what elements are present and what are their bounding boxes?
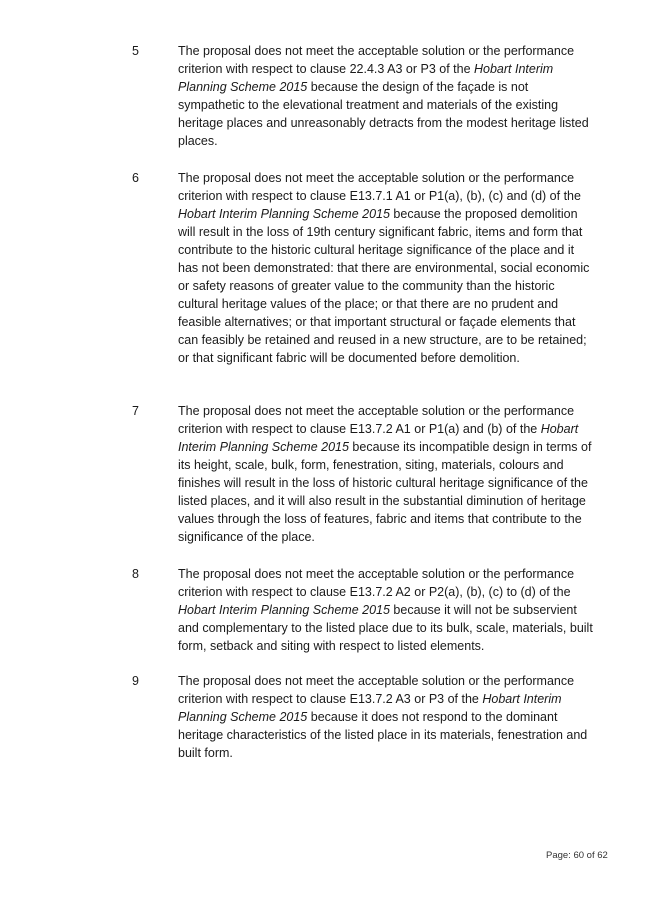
item-text-part: because the design of the façade is not sympathetic to the elevational treatment and materials of the existing heritage places and unreasonably detracts from the modest heritage listed places. bbox=[178, 80, 589, 148]
scheme-title: Hobart Interim Planning Scheme 2015 bbox=[178, 62, 554, 94]
item-text-part: The proposal does not meet the acceptable solution or the performance criterion with respect to clause E13.7.2 A3 or P3 of the bbox=[178, 674, 575, 706]
item-number: 9 bbox=[132, 674, 139, 688]
page-number: Page: 60 of 62 bbox=[546, 850, 608, 861]
scheme-title: Hobart Interim Planning Scheme 2015 bbox=[178, 692, 562, 724]
item-text bbox=[178, 565, 594, 655]
item-text-part: because its incompatible design in terms of its height, scale, bulk, form, fenestration, siting, materials, colours and finishes will result in the loss of historic cultural heritage significance of the listed places, and it will also result in the substantial diminution of heritage values through the loss of features, fabric and items that contribute to the significance of the place. bbox=[178, 440, 592, 544]
scheme-title: Hobart Interim Planning Scheme 2015 bbox=[178, 603, 390, 617]
scheme-title: Hobart Interim Planning Scheme 2015 bbox=[178, 422, 579, 454]
item-number: 5 bbox=[132, 44, 139, 58]
item-text-part: because the proposed demolition will result in the loss of 19th century significant fabric, items and form that contribute to the historic cultural heritage significance of the place and it has not been demonstrated: that there are environmental, social economic or safety reasons of greater value to the community than the historic cultural heritage values of the place; or that there are no prudent and feasible alternatives; or that important structural or façade elements that can feasibly be retained and reused in a new structure, are to be retained; or that significant fabric will be documented before demolition. bbox=[178, 207, 590, 365]
item-number: 6 bbox=[132, 171, 139, 185]
scheme-title: Hobart Interim Planning Scheme 2015 bbox=[178, 207, 390, 221]
item-text-part: The proposal does not meet the acceptable solution or the performance criterion with respect to clause E13.7.1 A1 or P1(a), (b), (c) and (d) of the bbox=[178, 171, 581, 203]
item-text bbox=[178, 672, 594, 762]
item-text-part: The proposal does not meet the acceptable solution or the performance criterion with respect to clause 22.4.3 A3 or P3 of the bbox=[178, 44, 575, 76]
item-text-part: The proposal does not meet the acceptable solution or the performance criterion with respect to clause E13.7.2 A1 or P1(a) and (b) of the bbox=[178, 404, 575, 436]
item-text-part: because it does not respond to the dominant heritage characteristics of the listed place in its materials, fenestration and built form. bbox=[178, 710, 588, 760]
item-text bbox=[178, 402, 594, 546]
item-text-part: The proposal does not meet the acceptable solution or the performance criterion with respect to clause E13.7.2 A2 or P2(a), (b), (c) to (d) of the bbox=[178, 567, 575, 599]
item-number: 7 bbox=[132, 404, 139, 418]
item-text bbox=[178, 169, 594, 367]
item-text bbox=[178, 42, 594, 150]
item-text-part: because it will not be subservient and complementary to the listed place due to its bulk, scale, materials, built form, setback and siting with respect to listed elements. bbox=[178, 603, 593, 653]
item-number: 8 bbox=[132, 567, 139, 581]
